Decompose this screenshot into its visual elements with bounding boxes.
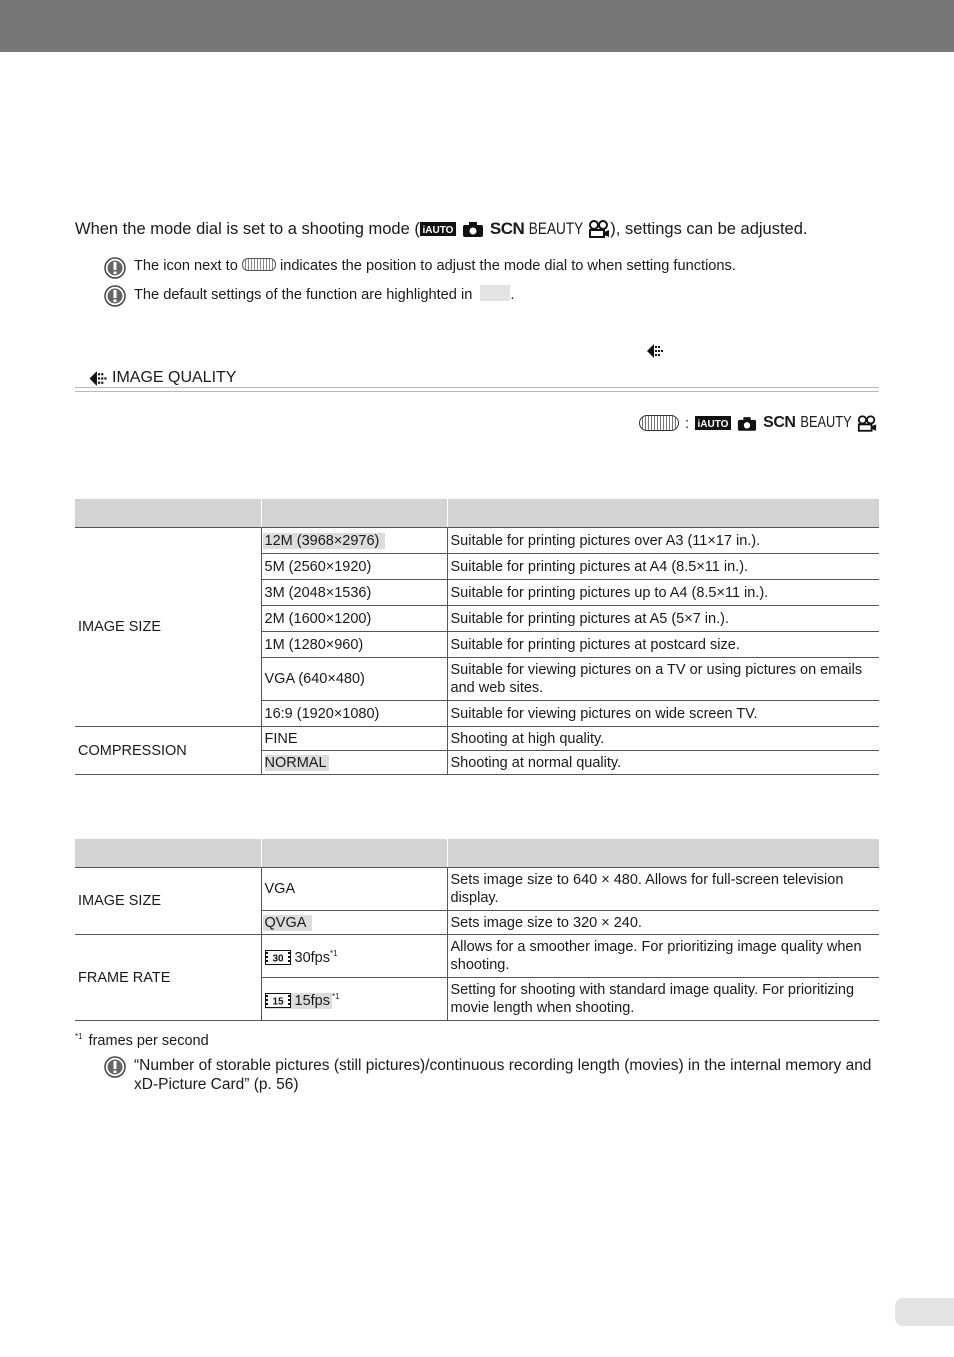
desc-cell: Suitable for viewing pictures on a TV or using pictures on emails and web sites. <box>447 658 879 701</box>
table-row <box>75 528 879 554</box>
mode-icons <box>420 219 610 239</box>
option-default: 15 15fps <box>265 993 332 1009</box>
desc-cell: Setting for shooting with standard image quality. For prioritizing movie length when shooting. <box>447 978 879 1021</box>
desc-cell: Suitable for printing pictures at A5 (5×7 in.). <box>447 606 879 632</box>
iauto-icon <box>695 416 731 430</box>
still-image-settings-table <box>75 499 879 775</box>
available-modes: : iAUTO SCN BEAUTY <box>639 414 877 432</box>
option-cell: VGA (640×480) <box>261 658 447 701</box>
option-cell: VGA <box>261 868 447 911</box>
mode-dial-icon <box>639 415 679 431</box>
option-cell: 1M (1280×960) <box>261 632 447 658</box>
desc-cell: Sets image size to 320 × 240. <box>447 911 879 935</box>
frame-rate-30-icon <box>265 950 291 965</box>
page-number-tab <box>895 1298 954 1326</box>
section-divider <box>75 391 879 392</box>
option-default: NORMAL <box>264 754 327 771</box>
movie-icon <box>588 220 610 238</box>
option-cell: 3M (2048×1536) <box>261 580 447 606</box>
camera-icon <box>462 221 484 237</box>
table-row: 15 15fps $^{*1}$ Setting for shooting with standard image quality. For prioritizing movie length when shooting. <box>75 978 879 1021</box>
section-title: IMAGE QUALITY <box>88 369 236 387</box>
desc-cell: Suitable for printing pictures at postcard size. <box>447 632 879 658</box>
image-quality-icon <box>88 370 108 387</box>
desc-cell: Shooting at normal quality. <box>447 751 879 775</box>
table-row: FRAME RATE 30 30fps$^{*1}$ Allows for a smoother image. For prioritizing image quality when shooting. <box>75 935 879 978</box>
movie-icon <box>857 415 877 432</box>
note-default-highlight: The default settings of the function are highlighted in . <box>104 285 514 307</box>
svg-text:iAUTO: iAUTO <box>422 225 454 236</box>
group-cell: COMPRESSION <box>75 727 261 775</box>
option-cell: 2M (1600×1200) <box>261 606 447 632</box>
frame-rate-15-icon <box>265 993 291 1008</box>
section-divider <box>75 387 879 388</box>
svg-text:30: 30 <box>271 953 284 965</box>
option-cell: 16:9 (1920×1080) <box>261 701 447 727</box>
desc-cell: Suitable for printing pictures over A3 (11×17 in.). <box>447 528 879 554</box>
camera-icon <box>737 416 757 431</box>
beauty-icon: BEAUTY <box>529 219 584 238</box>
image-quality-icon <box>646 343 664 359</box>
caution-icon <box>104 1056 126 1078</box>
iauto-icon <box>420 222 456 236</box>
desc-cell: Suitable for viewing pictures on wide screen TV. <box>447 701 879 727</box>
beauty-icon: BEAUTY <box>800 414 853 431</box>
desc-cell: Shooting at high quality. <box>447 727 879 751</box>
highlight-swatch <box>480 285 510 301</box>
table-row <box>75 727 879 751</box>
scn-icon: SCN <box>489 219 525 238</box>
option-default: QVGA <box>263 915 313 931</box>
option-default: 12M (3968×2976) <box>263 533 386 549</box>
scn-icon: SCN <box>763 414 796 431</box>
table-header-row <box>75 499 879 528</box>
desc-cell: Allows for a smoother image. For prioritizing image quality when shooting. <box>447 935 879 978</box>
mode-dial-icon <box>242 258 276 271</box>
svg-text:iAUTO: iAUTO <box>697 419 729 430</box>
movie-settings-table <box>75 839 879 1021</box>
group-cell: FRAME RATE <box>75 935 261 1021</box>
note-dial-position: The icon next to indicates the position to adjust the mode dial to when setting functions. <box>104 257 736 279</box>
header-bar <box>0 0 954 52</box>
option-cell: FINE <box>261 727 447 751</box>
note-storage-reference: “Number of storable pictures (still pictures)/continuous recording length (movies) in the internal memory and xD-Picture Card” (p. 56) <box>104 1056 874 1094</box>
table-header-row <box>75 839 879 868</box>
group-cell: IMAGE SIZE <box>75 528 261 727</box>
desc-cell: Suitable for printing pictures at A4 (8.5×11 in.). <box>447 554 879 580</box>
caution-icon <box>104 285 126 307</box>
group-cell: IMAGE SIZE <box>75 868 261 935</box>
svg-text:15: 15 <box>271 996 284 1008</box>
caution-icon <box>104 257 126 279</box>
footnote: $^{*1}$ frames per second <box>75 1032 209 1049</box>
option-cell: 5M (2560×1920) <box>261 554 447 580</box>
intro-text: When the mode dial is set to a shooting mode ( iAUTO SCN BEAUTY ), settings can be adjusted. <box>75 219 808 238</box>
table-row <box>75 868 879 911</box>
desc-cell: Suitable for printing pictures up to A4 (8.5×11 in.). <box>447 580 879 606</box>
desc-cell: Sets image size to 640 × 480. Allows for full-screen television display. <box>447 868 879 911</box>
